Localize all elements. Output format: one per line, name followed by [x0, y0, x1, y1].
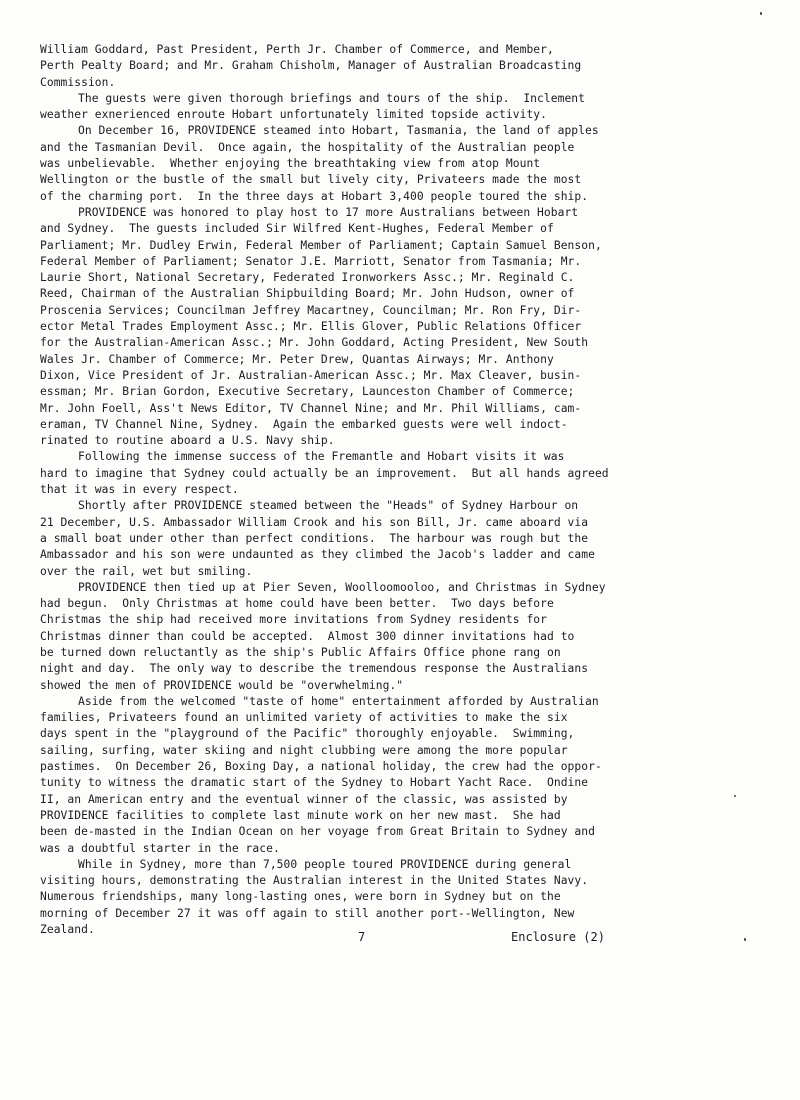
text-line: night and day. The only way to describe the tremendous response the Australians — [40, 662, 589, 676]
text-line: Numerous friendships, many long-lasting ones, were born in Sydney but on the — [40, 890, 561, 904]
paragraph — [40, 91, 700, 124]
text-line: Following the immense success of the Fremantle and Hobart visits it was — [78, 450, 565, 464]
text-line: Aside from the welcomed "taste of home" entertainment afforded by Australian — [78, 694, 599, 708]
paragraph — [40, 449, 700, 498]
text-line: Dixon, Vice President of Jr. Australian-American Assc.; Mr. Max Cleaver, busin- — [40, 368, 582, 382]
text-line: 21 December, U.S. Ambassador William Crook and his son Bill, Jr. came aboard via — [40, 515, 589, 529]
text-line: hard to imagine that Sydney could actually be an improvement. But all hands agreed — [40, 466, 609, 480]
text-line: On December 16, PROVIDENCE steamed into Hobart, Tasmania, the land of apples — [78, 124, 599, 138]
text-line: visiting hours, demonstrating the Australian interest in the United States Navy. — [40, 874, 589, 888]
text-line: Christmas the ship had received more invitations from Sydney residents for — [40, 613, 547, 627]
text-line: II, an American entry and the eventual winner of the classic, was assisted by — [40, 792, 568, 806]
text-line: Ambassador and his son were undaunted as they climbed the Jacob's ladder and came — [40, 548, 595, 562]
text-line: Wellington or the bustle of the small but lively city, Privateers made the most — [40, 173, 582, 187]
paragraph — [40, 42, 700, 91]
text-line: Zealand. — [40, 923, 95, 937]
text-line: had begun. Only Christmas at home could have been better. Two days before — [40, 597, 554, 611]
scan-speck — [744, 938, 746, 941]
text-line: Shortly after PROVIDENCE steamed between the "Heads" of Sydney Harbour on — [78, 499, 579, 513]
paragraph — [40, 498, 700, 579]
text-line: Federal Member of Parliament; Senator J.E. Marriott, Senator from Tasmania; Mr. — [40, 254, 582, 268]
paragraph — [40, 123, 700, 204]
text-line: ector Metal Trades Employment Assc.; Mr. Ellis Glover, Public Relations Officer — [40, 320, 582, 334]
text-line: that it was in every respect. — [40, 483, 239, 497]
text-line: Proscenia Services; Councilman Jeffrey Macartney, Councilman; Mr. Ron Fry, Dir- — [40, 303, 582, 317]
text-line: showed the men of PROVIDENCE would be "overwhelming." — [40, 678, 404, 692]
text-line: essman; Mr. Brian Gordon, Executive Secretary, Launceston Chamber of Commerce; — [40, 385, 575, 399]
text-line: rinated to routine aboard a U.S. Navy ship. — [40, 434, 335, 448]
document-body — [40, 42, 700, 938]
text-line: for the Australian-American Assc.; Mr. John Goddard, Acting President, New South — [40, 336, 589, 350]
text-line: Laurie Short, National Secretary, Federated Ironworkers Assc.; Mr. Reginald C. — [40, 271, 575, 285]
text-line: PROVIDENCE facilities to complete last minute work on her new mast. She had — [40, 808, 561, 822]
text-line: was a doubtful starter in the race. — [40, 841, 280, 855]
text-line: pastimes. On December 26, Boxing Day, a national holiday, the crew had the oppor- — [40, 760, 602, 774]
text-line: morning of December 27 it was off again to still another port--Wellington, New — [40, 906, 575, 920]
text-line: PROVIDENCE then tied up at Pier Seven, Woolloomooloo, and Christmas in Sydney — [78, 580, 606, 594]
text-line: families, Privateers found an unlimited variety of activities to make the six — [40, 711, 568, 725]
text-line: William Goddard, Past President, Perth Jr. Chamber of Commerce, and Member, — [40, 43, 554, 56]
text-line: Perth Pealty Board; and Mr. Graham Chisholm, Manager of Australian Broadcasting — [40, 59, 582, 73]
text-line: Commission. — [40, 75, 116, 89]
text-line: eraman, TV Channel Nine, Sydney. Again the embarked guests were well indoct- — [40, 417, 568, 431]
text-line: over the rail, wet but smiling. — [40, 564, 253, 578]
scan-speck — [734, 795, 736, 797]
text-line: a small boat under other than perfect conditions. The harbour was rough but the — [40, 531, 589, 545]
scan-speck — [760, 12, 762, 15]
paragraph — [40, 205, 700, 449]
text-line: Parliament; Mr. Dudley Erwin, Federal Member of Parliament; Captain Samuel Benson, — [40, 238, 602, 252]
paragraph — [40, 580, 700, 694]
text-line: Wales Jr. Chamber of Commerce; Mr. Peter Drew, Quantas Airways; Mr. Anthony — [40, 352, 554, 366]
page-footer — [0, 930, 800, 950]
paragraph — [40, 694, 700, 857]
text-line: was unbelievable. Whether enjoying the breathtaking view from atop Mount — [40, 157, 541, 171]
text-line: Mr. John Foell, Ass't News Editor, TV Channel Nine; and Mr. Phil Williams, cam- — [40, 401, 582, 415]
text-line: Reed, Chairman of the Australian Shipbuilding Board; Mr. John Hudson, owner of — [40, 287, 575, 301]
text-line: and Sydney. The guests included Sir Wilfred Kent-Hughes, Federal Member of — [40, 222, 554, 236]
text-line: sailing, surfing, water skiing and night clubbing were among the more popular — [40, 743, 568, 757]
text-line: The guests were given thorough briefings and tours of the ship. Inclement — [78, 91, 585, 105]
text-line: be turned down reluctantly as the ship's Public Affairs Office phone rang on — [40, 645, 561, 659]
paragraph — [40, 857, 700, 938]
text-line: been de-masted in the Indian Ocean on her voyage from Great Britain to Sydney and — [40, 825, 595, 839]
text-line: tunity to witness the dramatic start of the Sydney to Hobart Yacht Race. Ondine — [40, 776, 589, 790]
text-line: days spent in the "playground of the Pacific" thoroughly enjoyable. Swimming, — [40, 727, 575, 741]
text-line: weather exnerienced enroute Hobart unfortunately limited topside activity. — [40, 108, 547, 122]
text-line: While in Sydney, more than 7,500 people toured PROVIDENCE during general — [78, 857, 572, 871]
text-line: of the charming port. In the three days at Hobart 3,400 people toured the ship. — [40, 189, 589, 203]
text-line: and the Tasmanian Devil. Once again, the hospitality of the Australian people — [40, 140, 575, 154]
text-line: Christmas dinner than could be accepted. Almost 300 dinner invitations had to — [40, 629, 575, 643]
page-number: 7 — [358, 930, 366, 944]
enclosure-label: Enclosure (2) — [511, 930, 605, 944]
text-line: PROVIDENCE was honored to play host to 17 more Australians between Hobart — [78, 205, 579, 219]
